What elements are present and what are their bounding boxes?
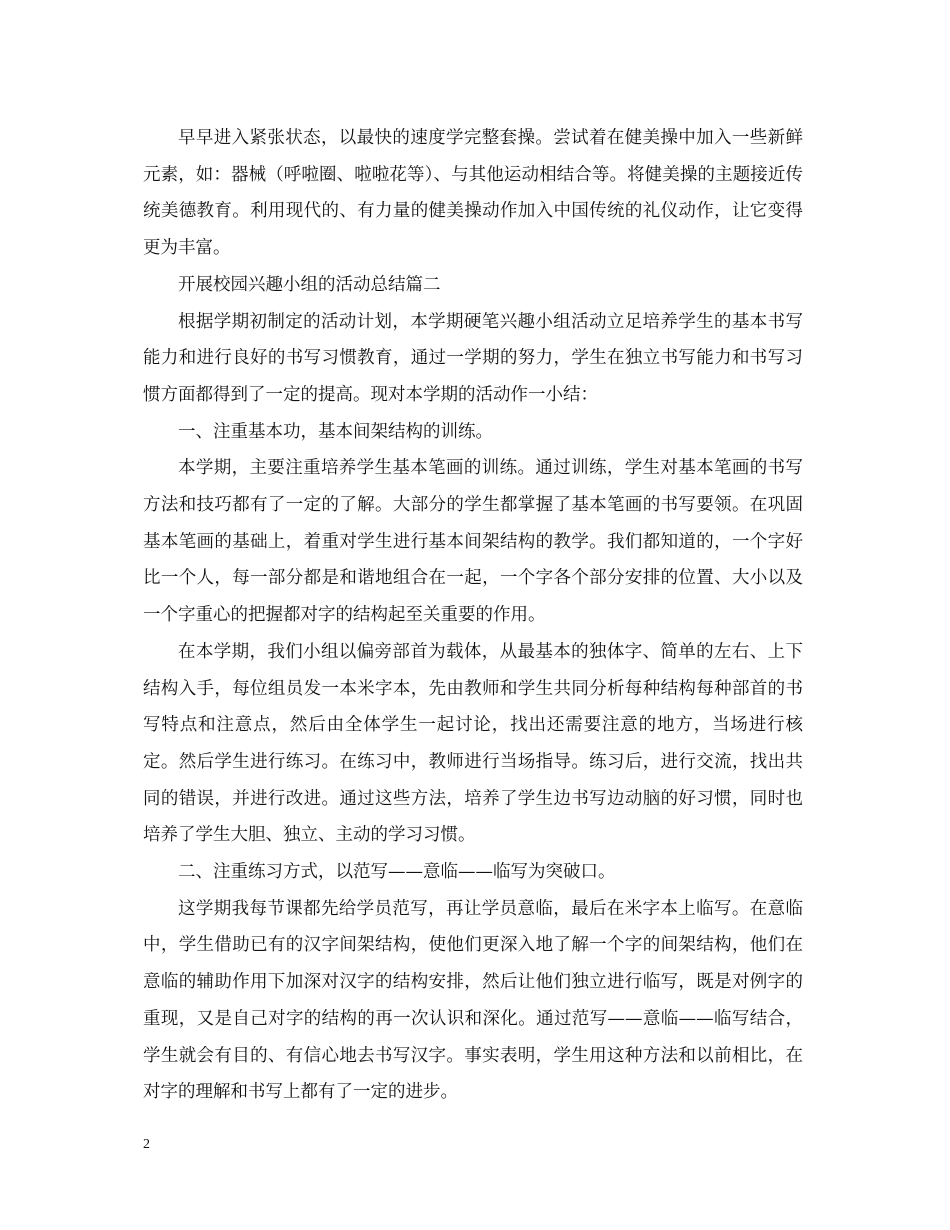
section-title: 开展校园兴趣小组的活动总结篇二 — [178, 274, 441, 295]
paragraph-3: 本学期，主要注重培养学生基本笔画的训练。通过训练，学生对基本笔画的书写方法和技巧都有了一定的了解。大部分的学生都掌握了基本笔画的书写要领。在巩固基本笔画的基础上，着重对学生进行基本间架结构的教学。我们都知道的，一个字好比一个人，每一部分都是和谐地组合在一起，一个字各个部分安排的位置、大小以及一个字重心的把握都对字的结构起至关重要的作用。 — [143, 458, 803, 626]
paragraph-1: 早早进入紧张状态，以最快的速度学完整套操。尝试着在健美操中加入一些新鲜元素，如：器械（呼啦圈、啦啦花等）、与其他运动相结合等。将健美操的主题接近传统美德教育。利用现代的、有力量的健美操动作加入中国传统的礼仪动作，让它变得更为丰富。 — [143, 128, 803, 259]
page-body — [143, 120, 803, 1111]
subheading-1: 一、注重基本功，基本间架结构的训练。 — [178, 421, 493, 442]
paragraph-2: 根据学期初制定的活动计划，本学期硬笔兴趣小组活动立足培养学生的基本书写能力和进行良好的书写习惯教育，通过一学期的努力，学生在独立书写能力和书写习惯方面都得到了一定的提高。现对本学期的活动作一小结： — [143, 311, 803, 405]
subheading-2: 二、注重练习方式，以范写——意临——临写为突破口。 — [178, 862, 616, 883]
paragraph-4: 在本学期，我们小组以偏旁部首为载体，从最基本的独体字、简单的左右、上下结构入手，每位组员发一本米字本，先由教师和学生共同分析每种结构每种部首的书写特点和注意点，然后由全体学生一起讨论，找出还需要注意的地方，当场进行核定。然后学生进行练习。在练习中，教师进行当场指导。练习后，进行交流，找出共同的错误，并进行改进。通过这些方法，培养了学生边书写边动脑的好习惯，同时也培养了学生大胆、独立、主动的学习习惯。 — [143, 641, 803, 846]
page-number: 2 — [143, 1137, 150, 1152]
paragraph-5: 这学期我每节课都先给学员范写，再让学员意临，最后在米字本上临写。在意临中，学生借助已有的汉字间架结构，使他们更深入地了解一个字的间架结构，他们在意临的辅助作用下加深对汉字的结构安排，然后让他们独立进行临写，既是对例字的重现，又是自己对字的结构的再一次认识和深化。通过范写——意临——临写结合，学生就会有目的、有信心地去书写汉字。事实表明，学生用这种方法和以前相比，在对字的理解和书写上都有了一定的进步。 — [143, 898, 803, 1103]
